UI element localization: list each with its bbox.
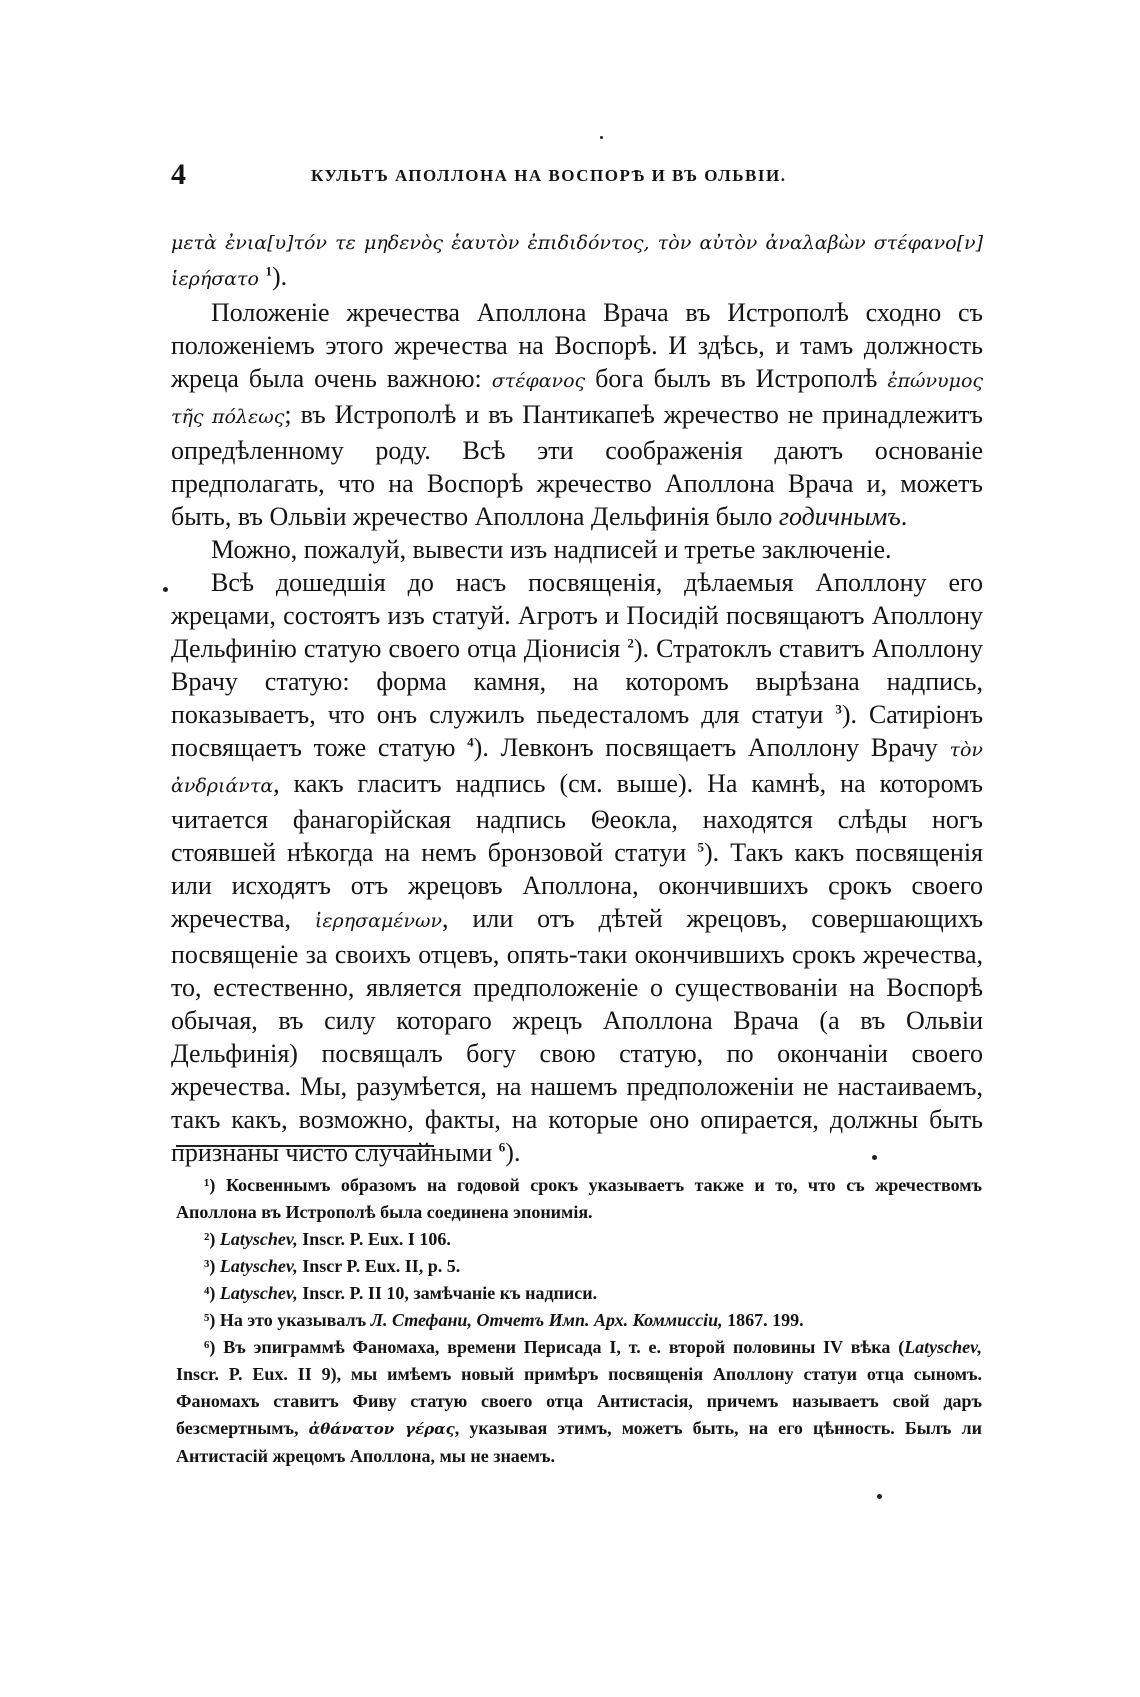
speck-mark	[877, 1494, 882, 1499]
page-header	[171, 160, 991, 190]
speck-mark	[872, 1155, 877, 1160]
greek-continuation: μετὰ ἐνια[υ]τόν τε μηδενὸς ἑαυτὸν ἐπιδιδόντος, τὸν αὐτὸν ἀναλαβὼν στέφανο[ν] ἱερήσατο $^1$).	[171, 232, 983, 291]
footnote-ref-6: 6	[498, 1139, 506, 1155]
footnotes	[176, 1172, 982, 1470]
page-number: 4	[171, 158, 186, 191]
running-title: КУЛЬТЪ АПОЛЛОНА НА ВОСПОРѢ И ВЪ ОЛЬВІИ.	[311, 166, 787, 185]
paragraph-2: Можно, пожалуй, вывести изъ надписей и третье заключеніе.	[211, 535, 892, 564]
emphasis-godichnym: годичнымъ	[778, 502, 901, 531]
main-text	[171, 224, 983, 1169]
paragraph-3: Всѣ дошедшія до насъ посвященія, дѣлаемыя Аполлону его жрецами, состоятъ изъ статуй. Агротъ и Посидій посвящаютъ Аполлону Дельфинію статую своего отца Діонисія $^2$). Стратоклъ ставитъ Аполлону Врачу статую: форма камня, на которомъ вырѣзана надпись, показываетъ, что онъ служилъ пьедесталомъ для статуи $^3$). Сатиріонъ посвящаетъ тоже статую $^4$). Левконъ посвящаетъ Аполлону Врачу τὸν ἀνδριάντα, какъ гласитъ надпись (см. выше). На камнѣ, на которомъ читается фанагорійская надпись Θеокла, находятся слѣды ногъ стоявшей нѣкогда на немъ бронзовой статуи $^5$). Такъ какъ посвященія или исходятъ отъ жрецовъ Аполлона, окончившихъ срокъ своего жречества, ἱερησαμένων, или отъ дѣтей жрецовъ, совершающихъ посвященіе за своихъ отцевъ, опять-таки окончившихъ срокъ жречества, то, естественно, является предположеніе о существованіи на Воспорѣ обычая, въ силу котораго жрецъ Аполлона Врача (а въ Ольвіи Дельфинія) посвящалъ богу свою статую, по окончаніи своего жречества. Мы, разумѣется, на нашемъ предположеніи не настаиваемъ, такъ какъ, возможно, факты, на которые оно опирается, должны быть признаны чисто случайными $^6$).	[171, 568, 984, 1167]
speck-mark	[163, 587, 168, 592]
footnote-4: ⁴) Latyschev, Inscr. P. II 10, замѣчаніе къ надписи.	[204, 1283, 598, 1303]
footnote-ref-3: 3	[835, 701, 842, 717]
paragraph-1: Положеніе жречества Аполлона Врача въ Истрополѣ сходно съ положеніемъ этого жречества на Воспорѣ. И здѣсь, и тамъ должность жреца была очень важною: στέφανος бога былъ въ Истрополѣ ἐπώνυμος τῆς πόλεως; въ Истрополѣ и въ Пантикапеѣ жречество не принадлежитъ опредѣленному роду. Всѣ эти соображенія даютъ основаніе предполагать, что на Воспорѣ жречество Аполлона Врача и, можетъ быть, въ Ольвіи жречество Аполлона Дельфинія было годичнымъ.	[171, 298, 984, 531]
footnote-ref-4: 4	[467, 734, 474, 750]
footnote-1: ¹) Косвеннымъ образомъ на годовой срокъ указываетъ также и то, что съ жречествомъ Аполлона въ Истрополѣ была соединена эпонимія.	[176, 1175, 983, 1222]
footnote-2: ²) Latyschev, Inscr. P. Eux. I 106.	[204, 1229, 451, 1249]
footnote-ref-2: 2	[627, 635, 634, 651]
footnote-ref-5: 5	[697, 839, 704, 855]
footnote-3: ³) Latyschev, Inscr P. Eux. II, p. 5.	[204, 1256, 461, 1276]
footnote-6: ⁶) Въ эпиграммѣ Фаномаха, времени Перисада I, т. е. второй половины IV вѣка (Latyschev, Inscr. P. Eux. II 9), мы имѣемъ новый примѣръ посвященія Аполлону статуи отца сыномъ. Фаномахъ ставитъ Фиву статую своего отца Антистасія, причемъ называетъ свой даръ безсмертнымъ, ἀθάνατον γέρας, указывая этимъ, можетъ быть, на его цѣнность. Былъ ли Антистасій жрецомъ Аполлона, мы не знаемъ.	[176, 1337, 983, 1466]
footnote-5: ⁵) На это указывалъ Л. Стефани, Отчетъ Имп. Арх. Коммиссіи, 1867. 199.	[204, 1310, 804, 1330]
footnote-ref-1: 1	[265, 263, 272, 279]
speck-mark	[600, 136, 603, 139]
footnote-separator	[176, 1145, 434, 1147]
